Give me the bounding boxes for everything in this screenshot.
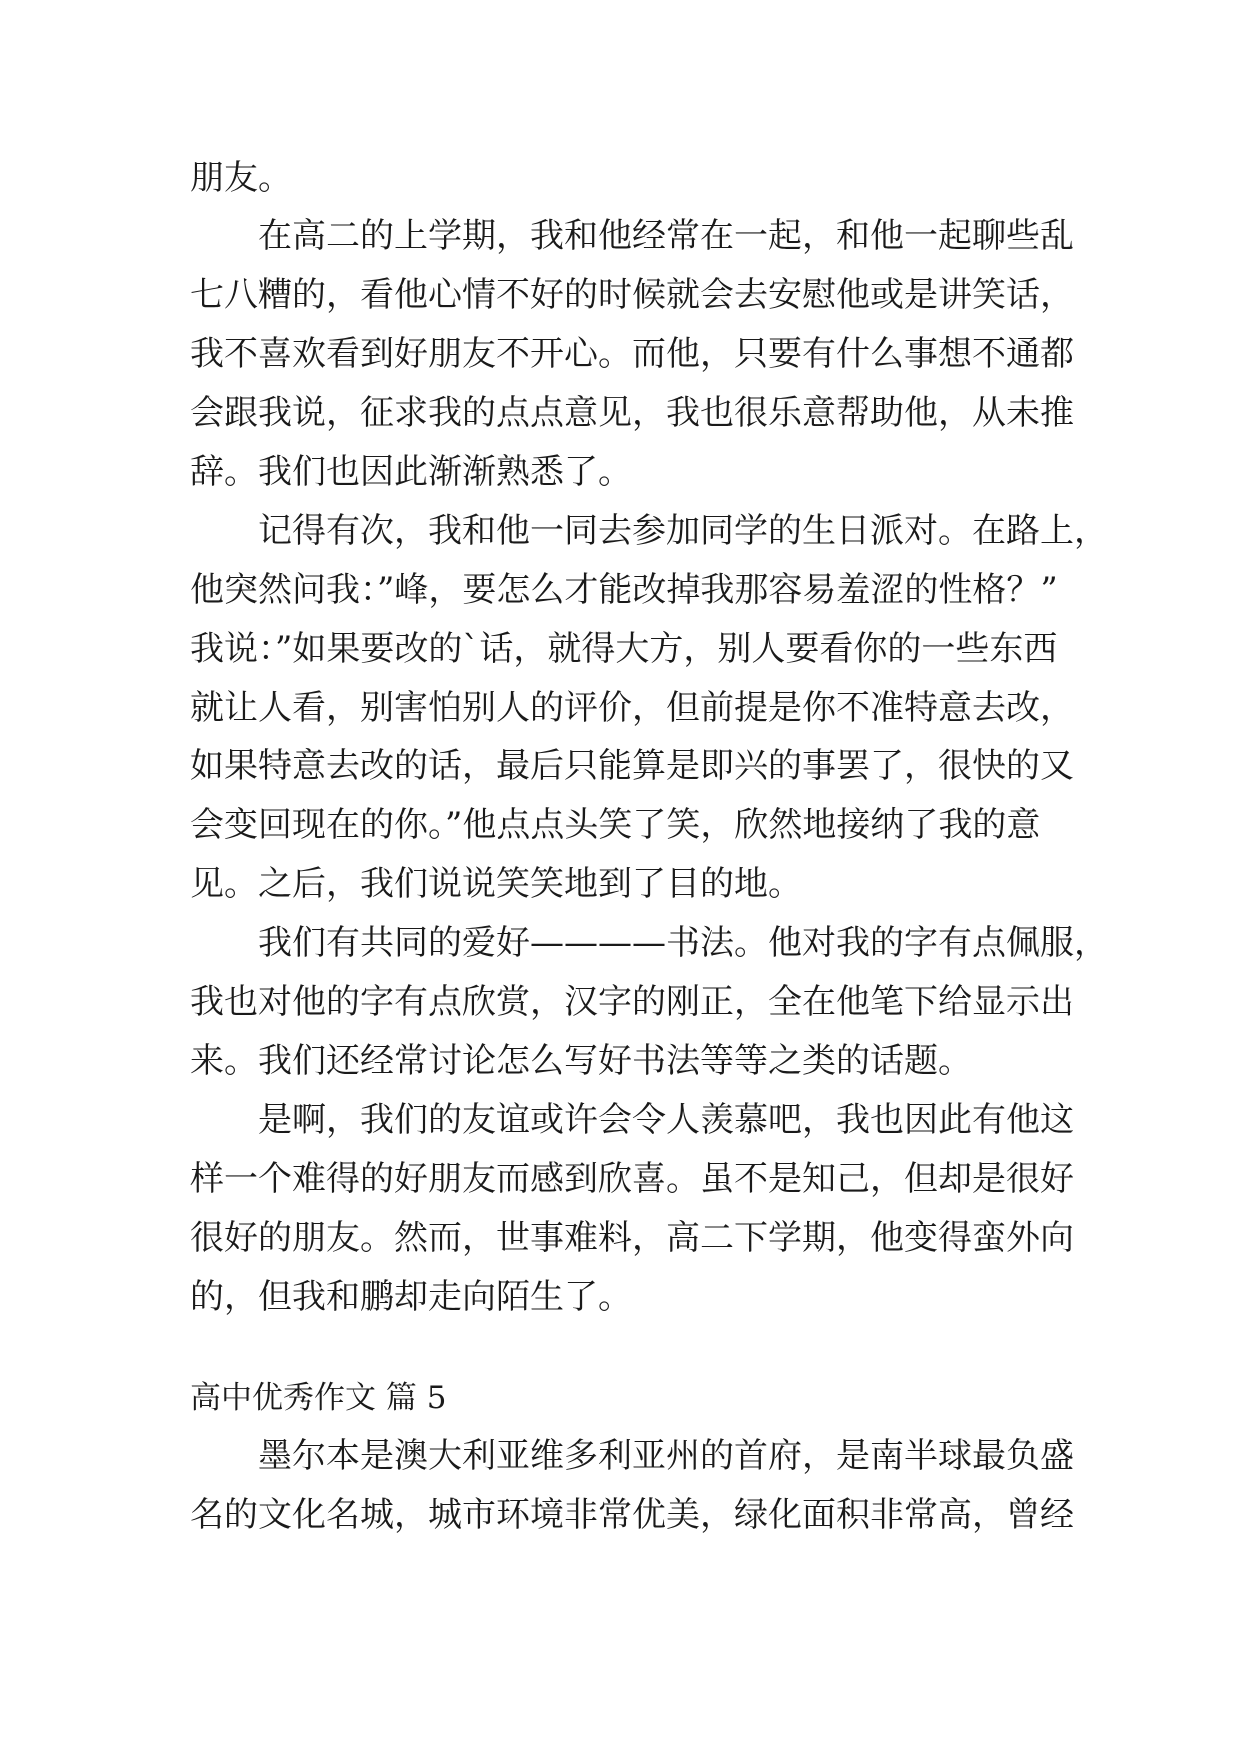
section-heading: 高中优秀作文 篇 5	[190, 1380, 447, 1416]
text-line: 会跟我说，征求我的点点意见，我也很乐意帮助他，从未推	[190, 393, 1074, 433]
text-line: 样一个难得的好朋友而感到欣喜。虽不是知己，但却是很好	[190, 1159, 1074, 1199]
paragraph-start-line: 在高二的上学期，我和他经常在一起，和他一起聊些乱	[258, 216, 1074, 256]
paragraph-start-line: 是啊，我们的友谊或许会令人羡慕吧，我也因此有他这	[258, 1100, 1074, 1140]
text-line: 的，但我和鹏却走向陌生了。	[190, 1277, 632, 1317]
paragraph-start-line: 墨尔本是澳大利亚维多利亚州的首府，是南半球最负盛	[258, 1436, 1074, 1476]
text-line: 名的文化名城，城市环境非常优美，绿化面积非常高，曾经	[190, 1495, 1074, 1535]
text-line: 我也对他的字有点欣赏，汉字的刚正，全在他笔下给显示出	[190, 982, 1074, 1022]
paragraph-start-line: 我们有共同的爱好————书法。他对我的字有点佩服，	[258, 923, 1108, 963]
text-line: 很好的朋友。然而，世事难料，高二下学期，他变得蛮外向	[190, 1218, 1074, 1258]
text-line: 会变回现在的你。”他点点头笑了笑，欣然地接纳了我的意	[190, 805, 1041, 845]
text-line: 他突然问我：”峰，要怎么才能改掉我那容易羞涩的性格？”	[190, 570, 1058, 610]
text-line: 就让人看，别害怕别人的评价，但前提是你不准特意去改，	[190, 688, 1074, 728]
text-line: 来。我们还经常讨论怎么写好书法等等之类的话题。	[190, 1041, 972, 1081]
text-line: 辞。我们也因此渐渐熟悉了。	[190, 452, 632, 492]
text-line: 如果特意去改的话，最后只能算是即兴的事罢了，很快的又	[190, 746, 1074, 786]
text-line: 我说：”如果要改的`话，就得大方，别人要看你的一些东西	[190, 629, 1058, 669]
text-line: 七八糟的，看他心情不好的时候就会去安慰他或是讲笑话，	[190, 275, 1074, 315]
paragraph-start-line: 记得有次，我和他一同去参加同学的生日派对。在路上，	[258, 511, 1108, 551]
text-line: 见。之后，我们说说笑笑地到了目的地。	[190, 864, 802, 904]
text-line: 朋友。	[190, 158, 292, 198]
text-line: 我不喜欢看到好朋友不开心。而他，只要有什么事想不通都	[190, 334, 1074, 374]
